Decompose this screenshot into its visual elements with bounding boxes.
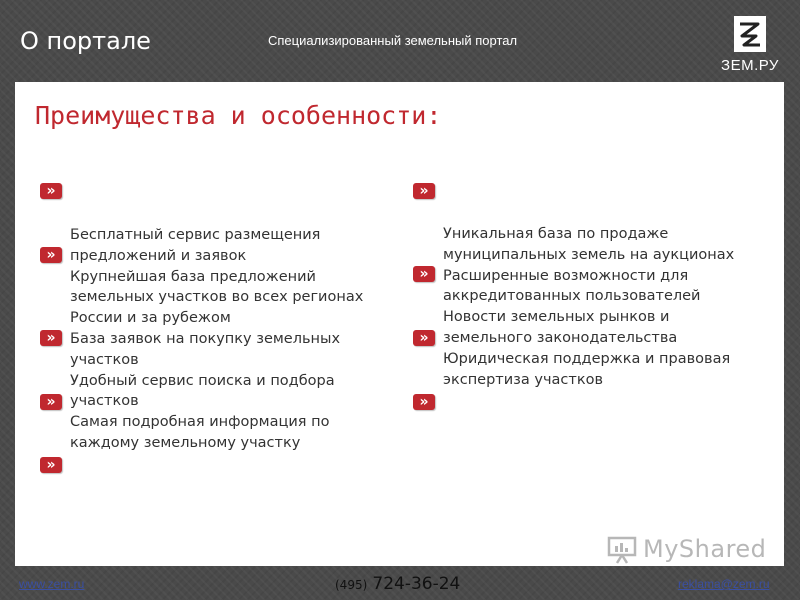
footer-phone	[335, 574, 460, 594]
bullet-icon: »	[413, 183, 435, 199]
list-item: каждому земельному участку	[70, 434, 301, 451]
bullet-icon: »	[413, 330, 435, 346]
email-link[interactable]: reklama@zem.ru	[678, 577, 770, 591]
list-item: земельных участков во всех регионах	[70, 289, 364, 306]
list-item: Бесплатный сервис размещения	[70, 227, 321, 243]
content-panel	[15, 82, 784, 566]
list-item: предложений и заявок	[70, 247, 247, 264]
list-item: участков	[70, 351, 139, 368]
list-item: участков	[70, 393, 139, 410]
left-features-list	[70, 225, 400, 454]
logo-icon[interactable]	[734, 16, 766, 52]
list-item: Новости земельных рынков и	[443, 309, 670, 326]
list-item: аккредитованных пользователей	[443, 288, 701, 305]
bullet-icon: »	[413, 394, 435, 410]
right-features-list	[443, 224, 778, 390]
presentation-icon	[607, 536, 639, 569]
bullet-icon: »	[40, 457, 62, 473]
list-item: земельного законодательства	[443, 329, 678, 346]
phone-code: (495)	[335, 578, 368, 592]
website-link[interactable]: www.zem.ru	[19, 577, 85, 591]
list-item: Уникальная база по продаже	[443, 226, 669, 242]
bullet-icon: »	[413, 266, 435, 282]
list-item: Юридическая поддержка и правовая	[443, 350, 731, 367]
header-title: О портале	[20, 27, 151, 55]
bullet-icon: »	[40, 330, 62, 346]
phone-number: 724-36-24	[372, 574, 461, 594]
header-subtitle: Специализированный земельный портал	[268, 33, 518, 48]
list-item: России и за рубежом	[70, 310, 231, 327]
list-item: экспертиза участков	[443, 371, 603, 388]
list-item: База заявок на покупку земельных	[70, 330, 341, 347]
logo-text: ЗЕМ.РУ	[721, 57, 779, 74]
main-heading: Преимущества и особенности:	[35, 101, 442, 130]
watermark-text: MyShared	[643, 535, 767, 563]
bullet-icon: »	[40, 247, 62, 263]
list-item: Удобный сервис поиска и подбора	[70, 372, 335, 389]
list-item: муниципальных земель на аукционах	[443, 246, 735, 263]
bullet-icon: »	[40, 394, 62, 410]
bullet-icon: »	[40, 183, 62, 199]
list-item: Крупнейшая база предложений	[70, 268, 316, 285]
watermark	[607, 534, 767, 566]
list-item: Расширенные возможности для	[443, 267, 689, 284]
list-item: Самая подробная информация по	[70, 414, 330, 431]
